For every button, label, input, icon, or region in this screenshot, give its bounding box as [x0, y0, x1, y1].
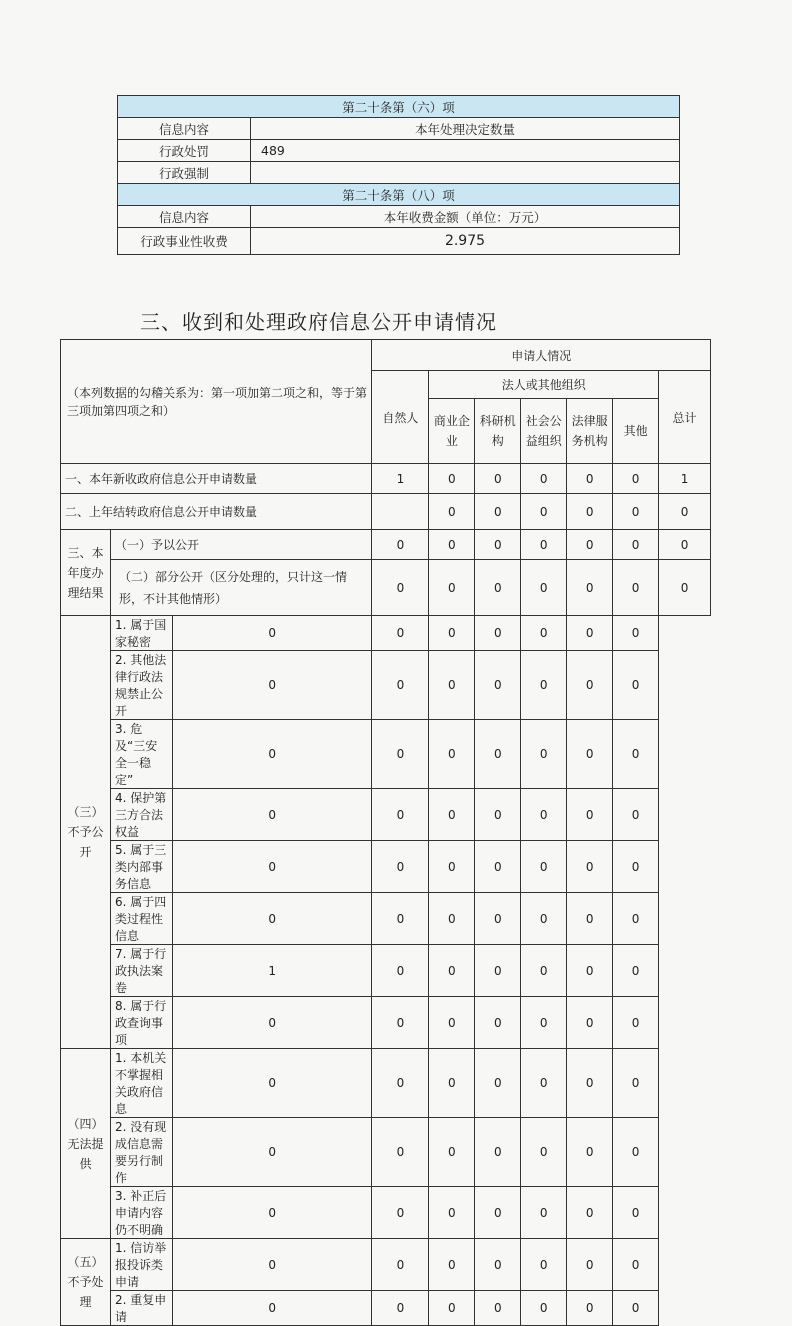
- cell: 0: [613, 616, 659, 651]
- cell: 0: [521, 1049, 567, 1118]
- applicant-header: 申请人情况: [372, 340, 711, 371]
- table-row: [61, 789, 711, 841]
- cell: 0: [475, 560, 521, 616]
- table-row: [61, 1291, 711, 1326]
- row-value: [251, 162, 680, 184]
- cell: 0: [429, 841, 475, 893]
- row-label: 8. 属于行政查询事项: [110, 997, 172, 1049]
- cell: 0: [429, 789, 475, 841]
- cell: 0: [613, 841, 659, 893]
- cell: 0: [429, 1049, 475, 1118]
- group-label: （四）无法提供: [61, 1049, 111, 1239]
- cell: 0: [521, 1239, 567, 1291]
- row-label: 1. 本机关不掌握相关政府信息: [110, 1049, 172, 1118]
- col-social: 社会公益组织: [521, 399, 567, 464]
- cell: 0: [372, 1239, 429, 1291]
- cell: 0: [475, 1291, 521, 1326]
- cell: 0: [567, 530, 613, 560]
- table-row: [61, 494, 711, 530]
- cell: 0: [172, 997, 372, 1049]
- cell: 1: [172, 945, 372, 997]
- col-research: 科研机构: [475, 399, 521, 464]
- cell: 0: [172, 1049, 372, 1118]
- cell: 0: [429, 893, 475, 945]
- cell: 0: [475, 1187, 521, 1239]
- table-row: [61, 841, 711, 893]
- col-total: 总计: [659, 371, 711, 464]
- cell: 0: [475, 464, 521, 494]
- col-commercial: 商业企业: [429, 399, 475, 464]
- cell: 0: [372, 1049, 429, 1118]
- cell: 0: [172, 893, 372, 945]
- table-sections-20: [117, 95, 680, 255]
- cell: 0: [613, 789, 659, 841]
- cell: 0: [567, 616, 613, 651]
- cell: 1: [659, 464, 711, 494]
- table-row: [61, 1187, 711, 1239]
- cell: 0: [613, 720, 659, 789]
- cell: 0: [172, 720, 372, 789]
- cell: 0: [613, 1118, 659, 1187]
- table-row: [61, 464, 711, 494]
- table-row: [61, 651, 711, 720]
- fee-value: 2.975: [251, 228, 680, 255]
- cell: 0: [613, 893, 659, 945]
- cell: 0: [475, 997, 521, 1049]
- cell: 0: [475, 1118, 521, 1187]
- cell: 0: [613, 560, 659, 616]
- col-other: 其他: [613, 399, 659, 464]
- row-value: 489: [251, 140, 680, 162]
- cell: 0: [372, 651, 429, 720]
- cell: 0: [613, 530, 659, 560]
- group-label: （五）不予处理: [61, 1239, 111, 1326]
- cell: 0: [567, 1187, 613, 1239]
- cell: 0: [567, 1118, 613, 1187]
- cell: 0: [567, 464, 613, 494]
- table-row: [61, 1239, 711, 1291]
- cell: 0: [521, 893, 567, 945]
- cell: 0: [567, 1049, 613, 1118]
- table-row: [61, 893, 711, 945]
- cell: 0: [475, 841, 521, 893]
- cell: 0: [372, 997, 429, 1049]
- table-row: [61, 720, 711, 789]
- cell: 0: [567, 893, 613, 945]
- table-row: [61, 560, 711, 616]
- cell: 0: [172, 1187, 372, 1239]
- cell: 0: [521, 720, 567, 789]
- cell: 0: [372, 530, 429, 560]
- cell: 0: [429, 1239, 475, 1291]
- row-label: 3. 危及“三安全一稳定”: [110, 720, 172, 789]
- cell: 1: [372, 464, 429, 494]
- info-label: 信息内容: [118, 206, 251, 228]
- cell: 0: [429, 720, 475, 789]
- cell: 0: [172, 1291, 372, 1326]
- note-cell: （本列数据的勾稽关系为：第一项加第二项之和，等于第三项加第四项之和）: [61, 340, 372, 464]
- cell: 0: [475, 945, 521, 997]
- cell: 0: [475, 1239, 521, 1291]
- row-label: 4. 保护第三方合法权益: [110, 789, 172, 841]
- cell: 0: [372, 1291, 429, 1326]
- table-row: [61, 945, 711, 997]
- info-label: 信息内容: [118, 118, 251, 140]
- applications-table: [60, 339, 711, 1326]
- cell: 0: [613, 464, 659, 494]
- section-title: 三、收到和处理政府信息公开申请情况: [140, 310, 497, 334]
- cell: 0: [567, 789, 613, 841]
- cell: 0: [429, 1291, 475, 1326]
- row-label: 1. 属于国家秘密: [110, 616, 172, 651]
- cell: 0: [475, 720, 521, 789]
- result-label: 三、本年度办理结果: [61, 530, 111, 616]
- cell: 0: [567, 720, 613, 789]
- cell: 0: [172, 1239, 372, 1291]
- table-row: [61, 530, 711, 560]
- cell: 0: [521, 651, 567, 720]
- row-label: 2. 其他法律行政法规禁止公开: [110, 651, 172, 720]
- cell: 0: [521, 1291, 567, 1326]
- cell: 0: [372, 720, 429, 789]
- cell: 0: [429, 1118, 475, 1187]
- row-label: （一）予以公开: [110, 530, 371, 560]
- cell: 0: [172, 789, 372, 841]
- cell: 0: [613, 945, 659, 997]
- cell: 0: [521, 616, 567, 651]
- cell: 0: [521, 494, 567, 530]
- cell: 0: [613, 997, 659, 1049]
- cell: 0: [429, 1187, 475, 1239]
- table-row: [61, 616, 711, 651]
- row-label: （二）部分公开（区分处理的，只计这一情形，不计其他情形）: [110, 560, 371, 616]
- cell: 0: [521, 945, 567, 997]
- cell: 0: [521, 1118, 567, 1187]
- cell: 0: [567, 494, 613, 530]
- row-label: 5. 属于三类内部事务信息: [110, 841, 172, 893]
- cell: 0: [372, 945, 429, 997]
- cell: 0: [475, 494, 521, 530]
- cell: 0: [429, 530, 475, 560]
- cell: 0: [613, 651, 659, 720]
- cell: 0: [521, 997, 567, 1049]
- cell: 0: [372, 789, 429, 841]
- cell: 0: [475, 651, 521, 720]
- cell: 0: [429, 494, 475, 530]
- cell: 0: [613, 494, 659, 530]
- cell: 0: [567, 560, 613, 616]
- section-header-8: 第二十条第（八）项: [118, 184, 680, 206]
- cell: 0: [475, 893, 521, 945]
- row-label: 6. 属于四类过程性信息: [110, 893, 172, 945]
- cell: 0: [172, 841, 372, 893]
- info-value: 本年收费金额（单位：万元）: [251, 206, 680, 228]
- row-label: 2. 重复申请: [110, 1291, 172, 1326]
- row-label: 二、上年结转政府信息公开申请数量: [61, 494, 372, 530]
- cell: 0: [372, 616, 429, 651]
- cell: 0: [429, 560, 475, 616]
- cell: 0: [372, 841, 429, 893]
- info-value: 本年处理决定数量: [251, 118, 680, 140]
- cell: 0: [521, 1187, 567, 1239]
- col-natural: 自然人: [372, 371, 429, 464]
- cell: 0: [372, 1187, 429, 1239]
- cell: 0: [172, 616, 372, 651]
- cell: 0: [429, 651, 475, 720]
- cell: 0: [172, 651, 372, 720]
- row-label: 一、本年新收政府信息公开申请数量: [61, 464, 372, 494]
- cell: 0: [372, 560, 429, 616]
- row-label: 1. 信访举报投诉类申请: [110, 1239, 172, 1291]
- cell: 0: [567, 945, 613, 997]
- cell: 0: [429, 616, 475, 651]
- cell: 0: [372, 893, 429, 945]
- row-label: 3. 补正后申请内容仍不明确: [110, 1187, 172, 1239]
- section-header-6: 第二十条第（六）项: [118, 96, 680, 118]
- col-legal: 法律服务机构: [567, 399, 613, 464]
- cell: 0: [475, 616, 521, 651]
- row-label: 2. 没有现成信息需要另行制作: [110, 1118, 172, 1187]
- cell: 0: [659, 530, 711, 560]
- table-row: [61, 1049, 711, 1118]
- fee-label: 行政事业性收费: [118, 228, 251, 255]
- table-row: [61, 997, 711, 1049]
- row-label: 行政处罚: [118, 140, 251, 162]
- cell: 0: [521, 464, 567, 494]
- cell: 0: [475, 789, 521, 841]
- cell: 0: [429, 945, 475, 997]
- cell: 0: [659, 560, 711, 616]
- cell: 0: [521, 560, 567, 616]
- cell: 0: [613, 1187, 659, 1239]
- row-label: 7. 属于行政执法案卷: [110, 945, 172, 997]
- cell: 0: [172, 1118, 372, 1187]
- cell: 0: [613, 1239, 659, 1291]
- cell: 0: [567, 841, 613, 893]
- cell: 0: [567, 651, 613, 720]
- cell: 0: [659, 494, 711, 530]
- cell: 0: [475, 1049, 521, 1118]
- cell: 0: [429, 464, 475, 494]
- cell: 0: [613, 1291, 659, 1326]
- cell: 0: [567, 1291, 613, 1326]
- legal-header: 法人或其他组织: [429, 371, 659, 399]
- cell: 0: [372, 1118, 429, 1187]
- cell: 0: [521, 841, 567, 893]
- cell: 0: [521, 789, 567, 841]
- cell: 0: [521, 530, 567, 560]
- cell: 0: [613, 1049, 659, 1118]
- row-label: 行政强制: [118, 162, 251, 184]
- cell: 0: [475, 530, 521, 560]
- group-label: （三）不予公开: [61, 616, 111, 1049]
- cell: [372, 494, 429, 530]
- table-row: [61, 1118, 711, 1187]
- cell: 0: [429, 997, 475, 1049]
- cell: 0: [567, 1239, 613, 1291]
- cell: 0: [567, 997, 613, 1049]
